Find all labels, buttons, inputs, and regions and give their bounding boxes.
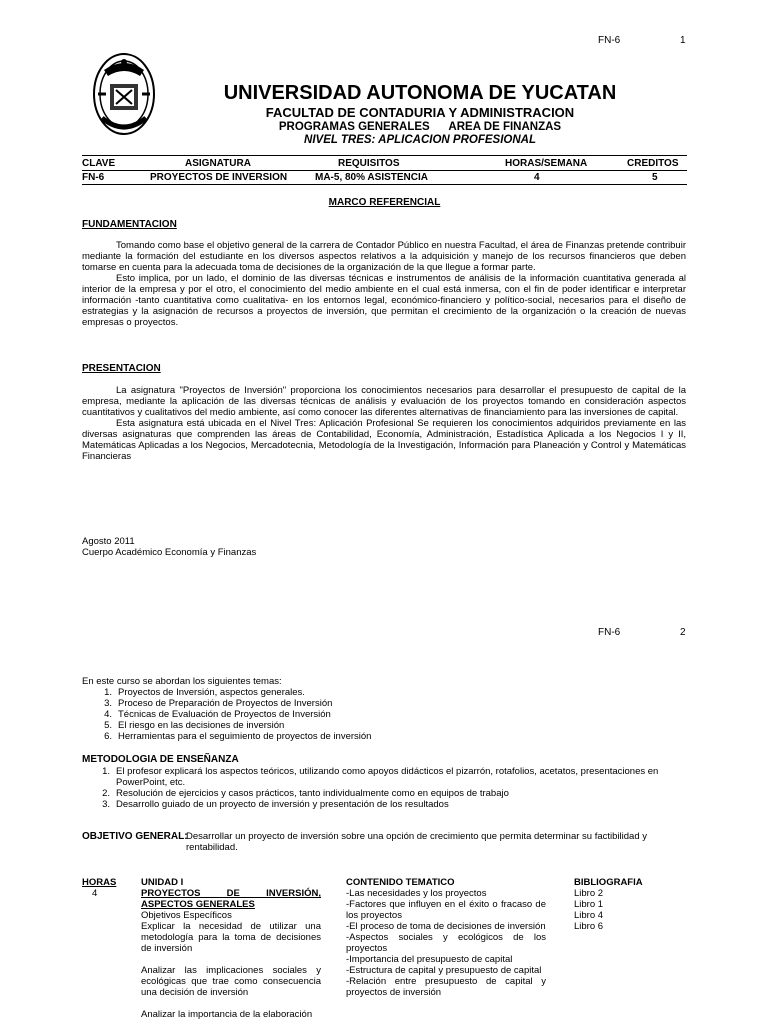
methodology-item-text: Resolución de ejercicios y casos prácticos, tanto individualmente como en equipos de trabajo bbox=[116, 788, 509, 799]
topic-item-text: Técnicas de Evaluación de Proyectos de Inversión bbox=[118, 709, 331, 720]
content-item: -El proceso de toma de decisiones de inversión bbox=[346, 921, 546, 932]
table-header-horas: HORAS/SEMANA bbox=[505, 158, 588, 169]
table-mid-rule bbox=[82, 170, 687, 171]
bibliography-item: Libro 4 bbox=[574, 910, 604, 921]
content-item: -Aspectos sociales y ecológicos de los proyectos bbox=[346, 932, 546, 954]
table-top-rule bbox=[82, 155, 687, 156]
topic-item-number: 4. bbox=[104, 709, 112, 720]
presentacion-body bbox=[82, 385, 686, 462]
unit-column bbox=[141, 877, 321, 1020]
topic-item-number: 1. bbox=[104, 687, 112, 698]
table-cell-horas: 4 bbox=[534, 172, 540, 183]
topic-item-number: 5. bbox=[104, 720, 112, 731]
topics-list bbox=[96, 687, 371, 742]
topic-item bbox=[96, 709, 371, 720]
table-cell-clave: FN-6 bbox=[82, 172, 105, 183]
unit-label: UNIDAD I bbox=[141, 877, 184, 888]
bibliography-item: Libro 6 bbox=[574, 921, 604, 932]
faculty-title: FACULTAD DE CONTADURIA Y ADMINISTRACION bbox=[265, 105, 575, 120]
topic-item bbox=[96, 731, 371, 742]
table-cell-asignatura: PROYECTOS DE INVERSION bbox=[150, 172, 288, 183]
section-heading-marco: MARCO REFERENCIAL bbox=[328, 197, 441, 208]
university-title: UNIVERSIDAD AUTONOMA DE YUCATAN bbox=[223, 82, 617, 104]
methodology-item bbox=[82, 766, 686, 788]
topics-intro: En este curso se abordan los siguientes temas: bbox=[82, 676, 282, 687]
content-item: -Factores que influyen en el éxito o fracaso de los proyectos bbox=[346, 899, 546, 921]
topic-item-text: Proyectos de Inversión, aspectos generales. bbox=[118, 687, 305, 698]
topic-item bbox=[96, 720, 371, 731]
methodology-item-number: 2. bbox=[102, 788, 110, 799]
topic-item-text: Proceso de Preparación de Proyectos de Inversión bbox=[118, 698, 333, 709]
general-objective-text: Desarrollar un proyecto de inversión sobre una opción de crecimiento que permita determinar su factibilidad y rentabilidad. bbox=[186, 831, 647, 853]
unit-title: PROYECTOS DE INVERSIÓN, ASPECTOS GENERALES bbox=[141, 888, 321, 910]
content-column bbox=[346, 877, 546, 998]
table-header-clave: CLAVE bbox=[82, 158, 116, 169]
table-header-requisitos: REQUISITOS bbox=[338, 158, 400, 169]
topic-item bbox=[96, 687, 371, 698]
topic-item-text: El riesgo en las decisiones de inversión bbox=[118, 720, 285, 731]
content-item: -Estructura de capital y presupuesto de capital bbox=[346, 965, 542, 976]
content-item: -Relación entre presupuesto de capital y proyectos de inversión bbox=[346, 976, 546, 998]
table-bottom-rule bbox=[82, 184, 687, 185]
programs-title: PROGRAMAS GENERALES AREA DE FINANZAS bbox=[278, 121, 562, 133]
methodology-list bbox=[82, 766, 686, 810]
specific-objectives-label: Objetivos Específicos bbox=[141, 910, 232, 921]
academic-body: Cuerpo Académico Economía y Finanzas bbox=[82, 547, 257, 558]
specific-objective-3: Analizar la importancia de la elaboración bbox=[141, 1009, 313, 1020]
hours-value: 4 bbox=[92, 888, 98, 899]
topic-item-number: 3. bbox=[104, 698, 112, 709]
bibliography-list bbox=[574, 888, 674, 932]
fundamentacion-paragraph-1: Tomando como base el objetivo general de la carrera de Contador Público en nuestra Facultad, el área de Finanzas pretende contribuir mediante la formación del estudiante en los diversos aspectos relativos a la adquisición y manejo de los recursos financieros que deben tomarse en cuenta para la adecuada toma de decisiones de la organización de la que llegue a formar parte. bbox=[82, 240, 686, 273]
university-seal-logo bbox=[92, 50, 156, 142]
bibliography-column bbox=[574, 877, 674, 932]
table-cell-requisitos: MA-5, 80% ASISTENCIA bbox=[315, 172, 428, 183]
bibliography-label: BIBLIOGRAFIA bbox=[574, 877, 643, 888]
content-list bbox=[346, 888, 546, 998]
specific-objective-1: Explicar la necesidad de utilizar una metodología para la toma de decisiones de inversión bbox=[141, 921, 321, 954]
table-cell-creditos: 5 bbox=[652, 172, 658, 183]
content-label: CONTENIDO TEMATICO bbox=[346, 877, 455, 888]
page-code: FN-6 bbox=[598, 627, 621, 638]
topic-item-number: 6. bbox=[104, 731, 112, 742]
methodology-item-number: 1. bbox=[102, 766, 110, 777]
methodology-item bbox=[82, 799, 686, 810]
topic-item-text: Herramientas para el seguimiento de proyectos de inversión bbox=[118, 731, 372, 742]
methodology-item-text: El profesor explicará los aspectos teóricos, utilizando como apoyos didácticos el pizarrón, rotafolios, acetatos, presentaciones en PowerPoint, etc. bbox=[116, 766, 659, 788]
methodology-item-text: Desarrollo guiado de un proyecto de inversión y presentación de los resultados bbox=[116, 799, 449, 810]
page-number: 1 bbox=[680, 35, 686, 46]
table-header-asignatura: ASIGNATURA bbox=[185, 158, 251, 169]
general-objective-label: OBJETIVO GENERAL: bbox=[82, 831, 188, 842]
document-date: Agosto 2011 bbox=[82, 536, 135, 547]
methodology-item-number: 3. bbox=[102, 799, 110, 810]
fundamentacion-body bbox=[82, 240, 686, 328]
specific-objective-2: Analizar las implicaciones sociales y ecológicas que trae como consecuencia una decisión de inversión bbox=[141, 965, 321, 998]
methodology-item bbox=[82, 788, 686, 799]
table-header-creditos: CREDITOS bbox=[627, 158, 679, 169]
topic-item bbox=[96, 698, 371, 709]
page-code: FN-6 bbox=[598, 35, 621, 46]
section-heading-metodologia: METODOLOGIA DE ENSEÑANZA bbox=[82, 754, 239, 765]
section-heading-presentacion: PRESENTACION bbox=[82, 363, 161, 374]
content-item: -Importancia del presupuesto de capital bbox=[346, 954, 513, 965]
bibliography-item: Libro 1 bbox=[574, 899, 604, 910]
hours-label: HORAS bbox=[82, 877, 117, 888]
fundamentacion-paragraph-2: Esto implica, por un lado, el dominio de las diversas técnicas e instrumentos de análisis de la información cuantitativa generada al interior de la empresa y por el otro, el conocimiento del medio ambiente en el cual está inmersa, con el fin de poder identificar e interpretar información -tanto cuantitativa como cualitativa- en los entornos legal, económico-financiero y político-social, necesarios para el diseño de estrategias y la asignación de recursos a proyectos de inversión, que permitan el crecimiento de la organización o la creación de nuevas empresas o proyectos. bbox=[82, 273, 686, 328]
page-number: 2 bbox=[680, 627, 686, 638]
content-item: -Las necesidades y los proyectos bbox=[346, 888, 487, 899]
level-title: NIVEL TRES: APLICACION PROFESIONAL bbox=[304, 134, 536, 146]
presentacion-paragraph-1: La asignatura "Proyectos de Inversión" proporciona los conocimientos necesarios para desarrollar el presupuesto de capital de la empresa, mediante la aplicación de las diversas técnicas de análisis y evaluación de los proyectos tomando en consideración aspectos cuantitativos y cualitativos del medio ambiente, así como conocer las diferentes alternativas de financiamiento para las inversiones de capital. bbox=[82, 385, 686, 418]
presentacion-paragraph-2: Esta asignatura está ubicada en el Nivel Tres: Aplicación Profesional Se requieren los conocimientos adquiridos previamente en las diversas asignaturas que comprenden las áreas de Contabilidad, Economía, Administración, Estadística Aplicada a los Negocios I y II, Matemáticas Aplicadas a los Negocios, Mercadotecnia, Metodología de la Investigación, Información para Planeación y Control y Matemáticas Financieras bbox=[82, 418, 686, 462]
bibliography-item: Libro 2 bbox=[574, 888, 604, 899]
section-heading-fundamentacion: FUNDAMENTACION bbox=[82, 219, 177, 230]
